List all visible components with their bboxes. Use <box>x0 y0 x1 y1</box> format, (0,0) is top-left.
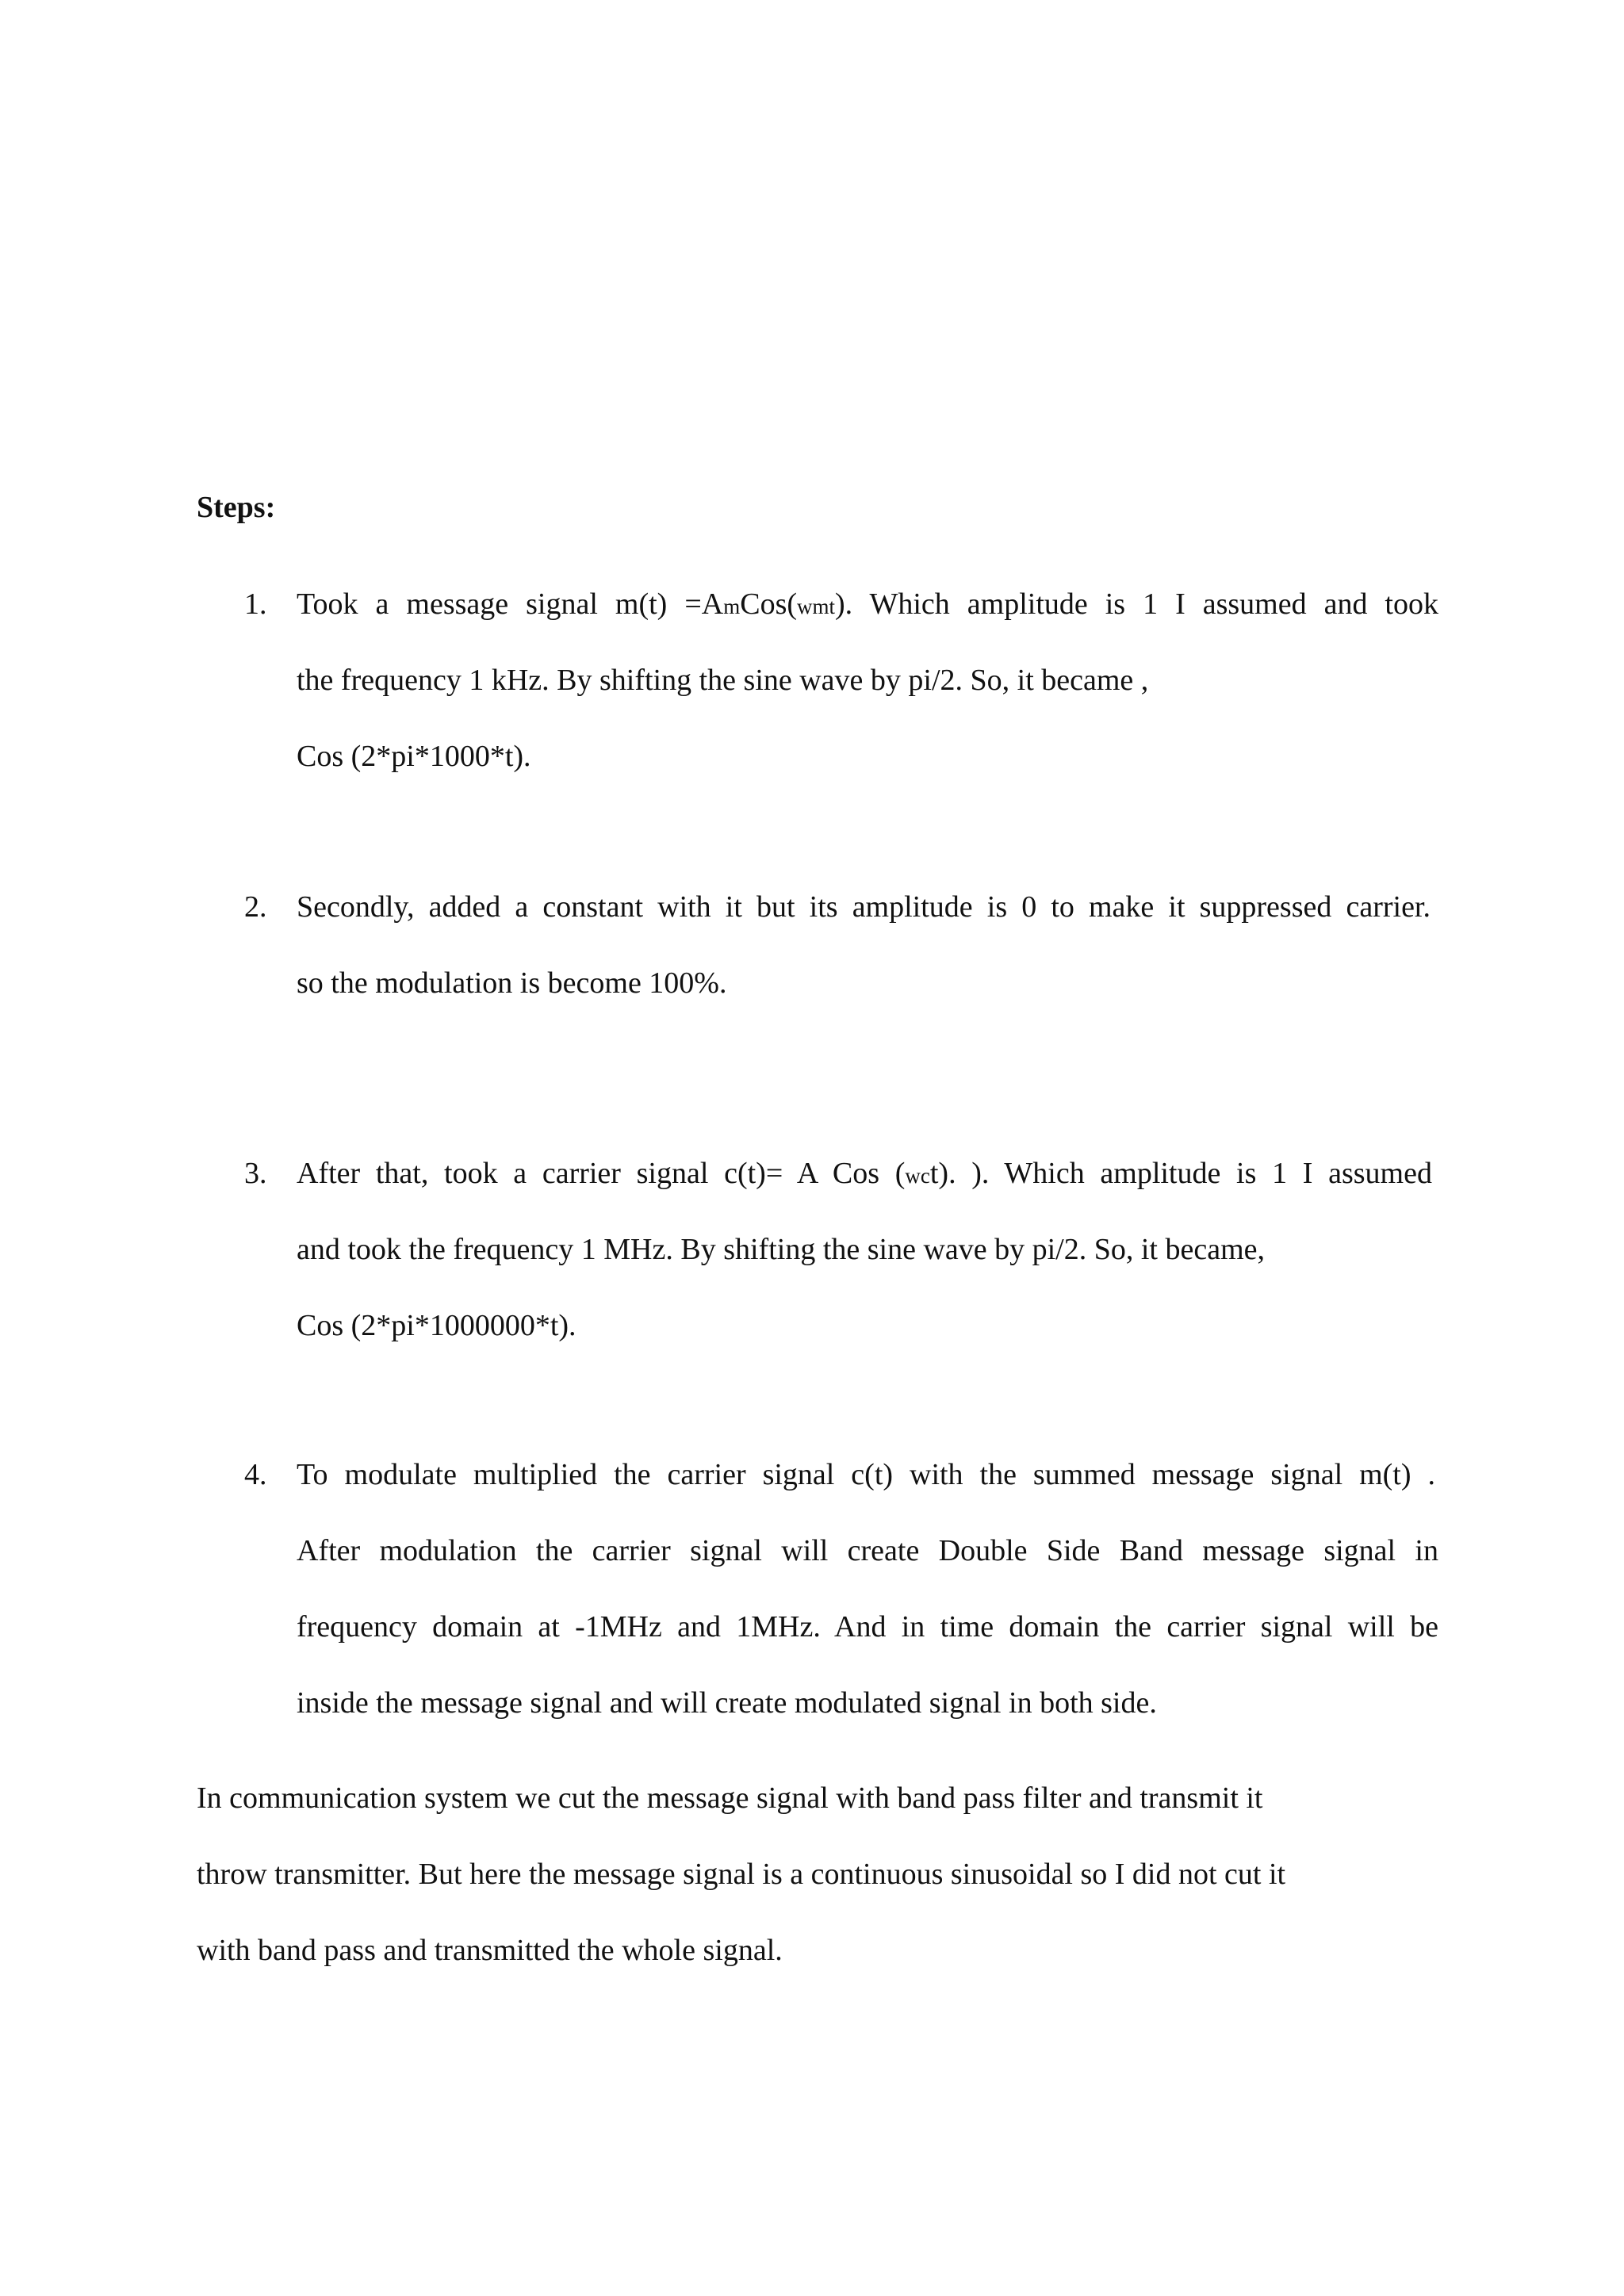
paragraph-line-3: with band pass and transmitted the whole signal. <box>197 1934 783 1967</box>
paragraph-line-2: throw transmitter. But here the message signal is a continuous sinusoidal so I did not cut it <box>197 1858 1286 1891</box>
step-1-line-2: the frequency 1 kHz. By shifting the sine wave by pi/2. So, it became , <box>297 664 1149 697</box>
step-1-line-1: Took a message signal m(t) =AmCos(wmt). Which amplitude is 1 I assumed and took <box>297 587 1438 621</box>
step-4-line-4: inside the message signal and will create modulated signal in both side. <box>297 1686 1157 1720</box>
step-1-number: 1. <box>244 587 267 621</box>
step-3-line-3: Cos (2*pi*1000000*t). <box>297 1309 576 1342</box>
step-4-line-2: After modulation the carrier signal will create Double Side Band message signal in <box>297 1534 1438 1567</box>
step-4-line-1: To modulate multiplied the carrier signal c(t) with the summed message signal m(t) . <box>297 1458 1435 1491</box>
step-3-line-1: After that, took a carrier signal c(t)= A Cos (wct). ). Which amplitude is 1 I assumed <box>297 1157 1432 1190</box>
step-4-number: 4. <box>244 1458 267 1491</box>
step-4-line-3: frequency domain at -1MHz and 1MHz. And in time domain the carrier signal will be <box>297 1610 1438 1644</box>
step-3-number: 3. <box>244 1157 267 1190</box>
steps-heading: Steps: <box>197 491 276 524</box>
paragraph-line-1: In communication system we cut the message signal with band pass filter and transmit it <box>197 1781 1263 1815</box>
step-2-line-1: Secondly, added a constant with it but its amplitude is 0 to make it suppressed carrier. <box>297 890 1431 924</box>
step-3-line-2: and took the frequency 1 MHz. By shifting the sine wave by pi/2. So, it became, <box>297 1233 1266 1266</box>
step-2-line-2: so the modulation is become 100%. <box>297 966 727 1000</box>
step-1-line-3: Cos (2*pi*1000*t). <box>297 740 531 773</box>
step-2-number: 2. <box>244 890 267 924</box>
